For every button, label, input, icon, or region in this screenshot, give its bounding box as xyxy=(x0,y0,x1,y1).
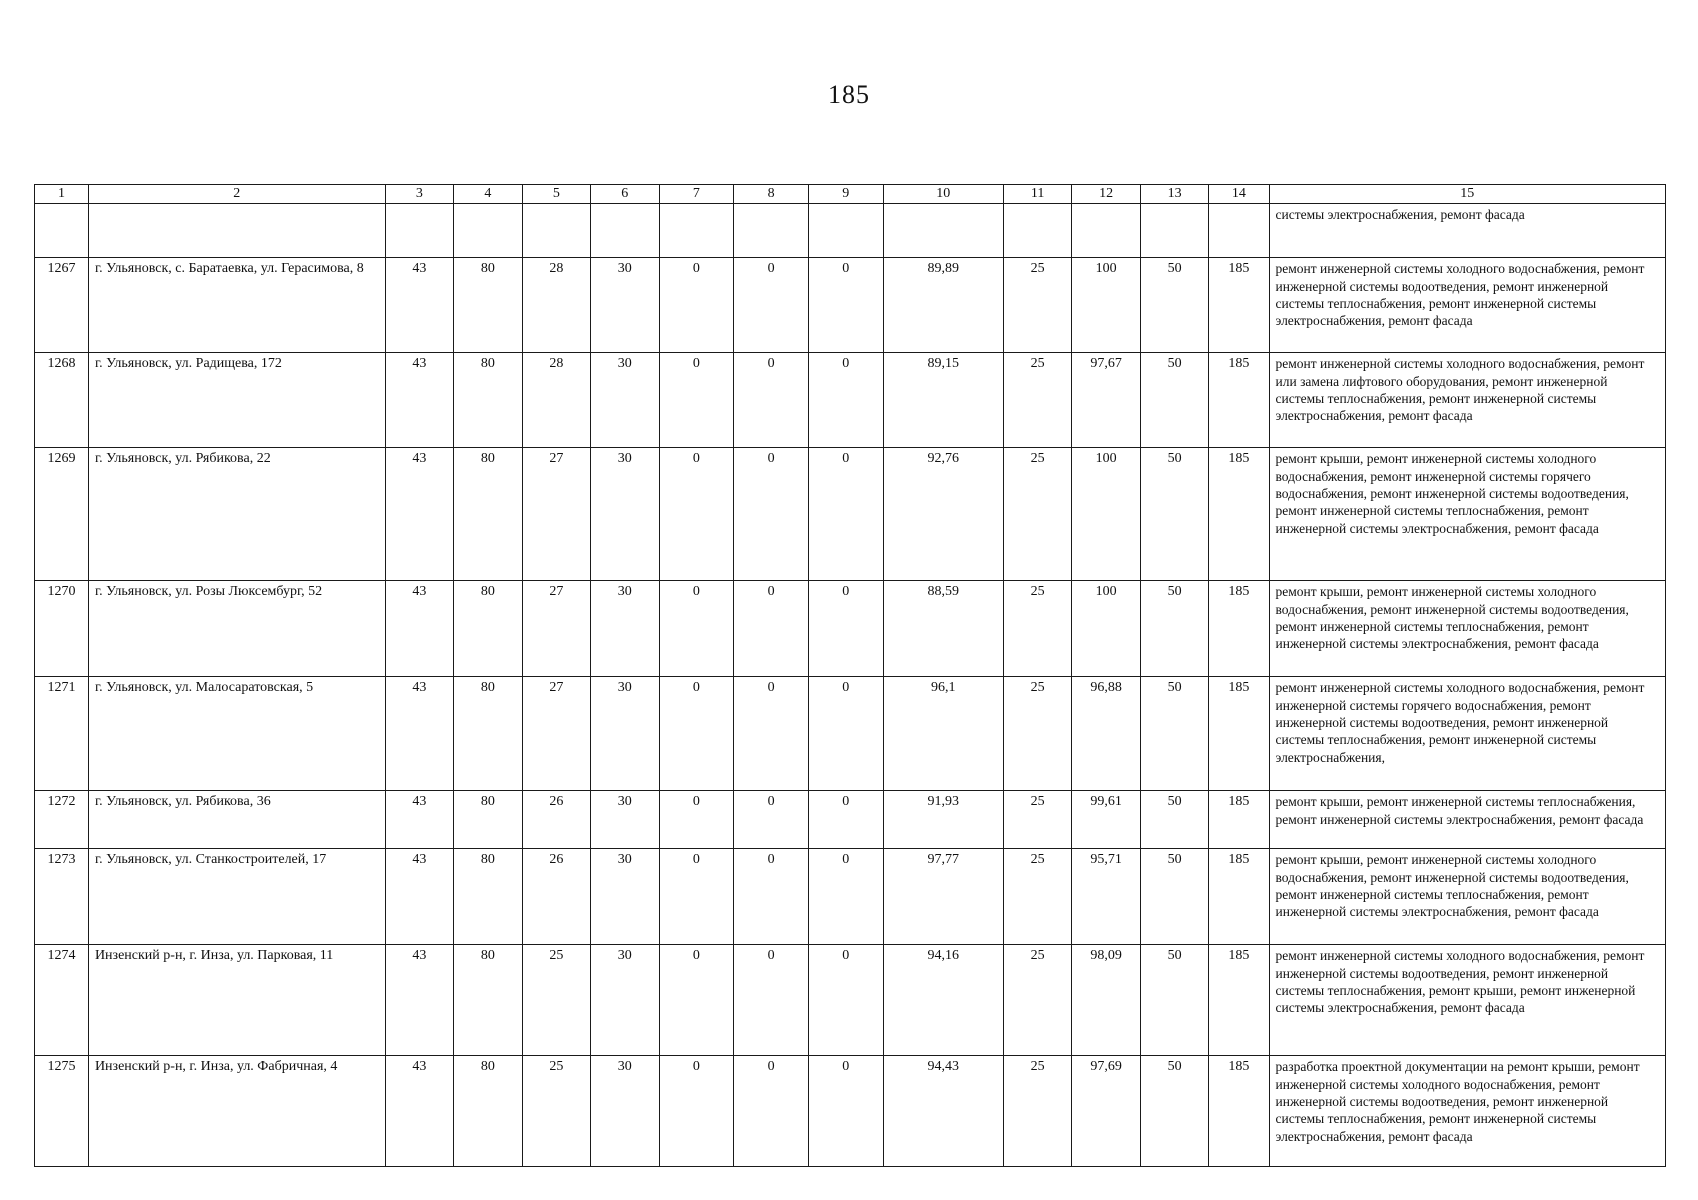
col-14-cell: 185 xyxy=(1209,258,1269,353)
page-number: 185 xyxy=(828,80,870,109)
col-7-cell: 0 xyxy=(659,258,734,353)
row-number-cell: 1268 xyxy=(35,353,89,448)
col-13-cell: 50 xyxy=(1140,945,1208,1056)
table-row xyxy=(35,258,1666,353)
col-3-cell: 43 xyxy=(385,849,453,945)
col-13-cell: 50 xyxy=(1140,581,1208,677)
table-row xyxy=(35,581,1666,677)
address-cell: г. Ульяновск, ул. Розы Люксембург, 52 xyxy=(88,581,385,677)
column-header: 5 xyxy=(522,185,590,204)
row-number-cell: 1271 xyxy=(35,677,89,791)
col-11-cell: 25 xyxy=(1003,945,1071,1056)
col-11-cell: 25 xyxy=(1003,791,1071,849)
continuation-row xyxy=(35,204,1666,258)
column-header: 13 xyxy=(1140,185,1208,204)
column-header: 2 xyxy=(88,185,385,204)
col-10-cell: 89,15 xyxy=(883,353,1003,448)
col-3-cell: 43 xyxy=(385,945,453,1056)
col-3-cell: 43 xyxy=(385,791,453,849)
row-number-cell: 1267 xyxy=(35,258,89,353)
col-6-cell: 30 xyxy=(591,1056,659,1167)
works-cell: разработка проектной документации на ремонт крыши, ремонт инженерной системы холодного водоснабжения, ремонт инженерной системы водоотведения, ремонт инженерной системы теплоснабжения, ремонт инженерной системы электроснабжения, ремонт фасада xyxy=(1269,1056,1665,1167)
table-row xyxy=(35,1056,1666,1167)
col-12-cell: 100 xyxy=(1072,581,1140,677)
col-11-cell: 25 xyxy=(1003,849,1071,945)
col-7-cell: 0 xyxy=(659,353,734,448)
col-8-cell: 0 xyxy=(734,945,809,1056)
col-4-cell: 80 xyxy=(454,1056,522,1167)
col-14-cell: 185 xyxy=(1209,1056,1269,1167)
col-9-cell: 0 xyxy=(808,791,883,849)
col-3-cell: 43 xyxy=(385,448,453,581)
col-8-cell: 0 xyxy=(734,1056,809,1167)
col-13-cell: 50 xyxy=(1140,448,1208,581)
col-5-cell: 28 xyxy=(522,258,590,353)
works-cell: ремонт крыши, ремонт инженерной системы холодного водоснабжения, ремонт инженерной системы горячего водоснабжения, ремонт инженерной системы водоотведения, ремонт инженерной системы теплоснабжения, ремонт инженерной системы электроснабжения, ремонт фасада xyxy=(1269,448,1665,581)
col-12-cell: 95,71 xyxy=(1072,849,1140,945)
col-8-cell: 0 xyxy=(734,849,809,945)
col-5-cell: 27 xyxy=(522,581,590,677)
col-7-cell: 0 xyxy=(659,448,734,581)
column-header: 7 xyxy=(659,185,734,204)
col-12-cell: 97,69 xyxy=(1072,1056,1140,1167)
table-row xyxy=(35,791,1666,849)
column-header: 15 xyxy=(1269,185,1665,204)
col-5-cell: 26 xyxy=(522,849,590,945)
col-7-cell: 0 xyxy=(659,677,734,791)
col-13-cell: 50 xyxy=(1140,677,1208,791)
col-14-cell: 185 xyxy=(1209,849,1269,945)
column-header: 8 xyxy=(734,185,809,204)
col-9-cell: 0 xyxy=(808,258,883,353)
col-9-cell: 0 xyxy=(808,1056,883,1167)
col-14-cell: 185 xyxy=(1209,791,1269,849)
row-number-cell: 1272 xyxy=(35,791,89,849)
table-row xyxy=(35,677,1666,791)
col-9-cell: 0 xyxy=(808,945,883,1056)
col-7-cell: 0 xyxy=(659,791,734,849)
col-10-cell: 89,89 xyxy=(883,258,1003,353)
col-4-cell: 80 xyxy=(454,581,522,677)
column-header: 9 xyxy=(808,185,883,204)
col-11-cell: 25 xyxy=(1003,1056,1071,1167)
column-header: 14 xyxy=(1209,185,1269,204)
col-10-cell: 92,76 xyxy=(883,448,1003,581)
col-8-cell: 0 xyxy=(734,581,809,677)
column-header: 1 xyxy=(35,185,89,204)
col-13-cell: 50 xyxy=(1140,849,1208,945)
col-7-cell: 0 xyxy=(659,581,734,677)
col-3-cell: 43 xyxy=(385,258,453,353)
col-5-cell: 27 xyxy=(522,448,590,581)
col-6-cell: 30 xyxy=(591,448,659,581)
row-number-cell: 1270 xyxy=(35,581,89,677)
col-11-cell: 25 xyxy=(1003,448,1071,581)
works-cell: системы электроснабжения, ремонт фасада xyxy=(1269,204,1665,258)
col-6-cell: 30 xyxy=(591,849,659,945)
row-number-cell: 1275 xyxy=(35,1056,89,1167)
works-cell: ремонт инженерной системы холодного водоснабжения, ремонт или замена лифтового оборудования, ремонт инженерной системы теплоснабжения, ремонт инженерной системы электроснабжения, ремонт фасада xyxy=(1269,353,1665,448)
col-5-cell: 25 xyxy=(522,1056,590,1167)
column-header: 11 xyxy=(1003,185,1071,204)
table-row xyxy=(35,849,1666,945)
table-row xyxy=(35,945,1666,1056)
col-3-cell: 43 xyxy=(385,1056,453,1167)
column-header: 4 xyxy=(454,185,522,204)
address-cell: г. Ульяновск, ул. Рябикова, 36 xyxy=(88,791,385,849)
col-12-cell: 97,67 xyxy=(1072,353,1140,448)
address-cell: г. Ульяновск, с. Баратаевка, ул. Герасимова, 8 xyxy=(88,258,385,353)
col-5-cell: 28 xyxy=(522,353,590,448)
col-5-cell: 26 xyxy=(522,791,590,849)
address-cell: Инзенский р-н, г. Инза, ул. Парковая, 11 xyxy=(88,945,385,1056)
works-cell: ремонт крыши, ремонт инженерной системы холодного водоснабжения, ремонт инженерной системы водоотведения, ремонт инженерной системы теплоснабжения, ремонт инженерной системы электроснабжения, ремонт фасада xyxy=(1269,581,1665,677)
col-5-cell: 25 xyxy=(522,945,590,1056)
col-14-cell: 185 xyxy=(1209,581,1269,677)
row-number-cell: 1274 xyxy=(35,945,89,1056)
row-number-cell: 1273 xyxy=(35,849,89,945)
col-13-cell: 50 xyxy=(1140,258,1208,353)
table-row xyxy=(35,353,1666,448)
address-cell: г. Ульяновск, ул. Радищева, 172 xyxy=(88,353,385,448)
col-8-cell: 0 xyxy=(734,677,809,791)
col-7-cell: 0 xyxy=(659,1056,734,1167)
col-12-cell: 96,88 xyxy=(1072,677,1140,791)
col-10-cell: 96,1 xyxy=(883,677,1003,791)
address-cell: г. Ульяновск, ул. Станкостроителей, 17 xyxy=(88,849,385,945)
col-3-cell: 43 xyxy=(385,353,453,448)
column-header: 6 xyxy=(591,185,659,204)
column-header: 3 xyxy=(385,185,453,204)
col-4-cell: 80 xyxy=(454,353,522,448)
col-9-cell: 0 xyxy=(808,849,883,945)
col-8-cell: 0 xyxy=(734,448,809,581)
col-6-cell: 30 xyxy=(591,677,659,791)
works-cell: ремонт крыши, ремонт инженерной системы холодного водоснабжения, ремонт инженерной системы водоотведения, ремонт инженерной системы теплоснабжения, ремонт инженерной системы электроснабжения, ремонт фасада xyxy=(1269,849,1665,945)
col-3-cell: 43 xyxy=(385,581,453,677)
address-cell: Инзенский р-н, г. Инза, ул. Фабричная, 4 xyxy=(88,1056,385,1167)
col-13-cell: 50 xyxy=(1140,791,1208,849)
column-header: 12 xyxy=(1072,185,1140,204)
row-number-cell: 1269 xyxy=(35,448,89,581)
col-11-cell: 25 xyxy=(1003,581,1071,677)
col-6-cell: 30 xyxy=(591,258,659,353)
col-13-cell: 50 xyxy=(1140,1056,1208,1167)
col-11-cell: 25 xyxy=(1003,353,1071,448)
col-13-cell: 50 xyxy=(1140,353,1208,448)
col-9-cell: 0 xyxy=(808,353,883,448)
address-cell: г. Ульяновск, ул. Малосаратовская, 5 xyxy=(88,677,385,791)
column-number-row xyxy=(35,185,1666,204)
address-cell: г. Ульяновск, ул. Рябикова, 22 xyxy=(88,448,385,581)
col-3-cell: 43 xyxy=(385,677,453,791)
col-14-cell: 185 xyxy=(1209,677,1269,791)
column-header: 10 xyxy=(883,185,1003,204)
col-11-cell: 25 xyxy=(1003,677,1071,791)
col-12-cell: 98,09 xyxy=(1072,945,1140,1056)
works-cell: ремонт инженерной системы холодного водоснабжения, ремонт инженерной системы горячего водоснабжения, ремонт инженерной системы водоотведения, ремонт инженерной системы теплоснабжения, ремонт инженерной системы электроснабжения, xyxy=(1269,677,1665,791)
col-4-cell: 80 xyxy=(454,448,522,581)
col-4-cell: 80 xyxy=(454,258,522,353)
col-7-cell: 0 xyxy=(659,849,734,945)
col-8-cell: 0 xyxy=(734,353,809,448)
col-10-cell: 88,59 xyxy=(883,581,1003,677)
col-12-cell: 100 xyxy=(1072,448,1140,581)
col-12-cell: 100 xyxy=(1072,258,1140,353)
col-4-cell: 80 xyxy=(454,677,522,791)
col-10-cell: 91,93 xyxy=(883,791,1003,849)
col-6-cell: 30 xyxy=(591,581,659,677)
col-10-cell: 94,43 xyxy=(883,1056,1003,1167)
col-12-cell: 99,61 xyxy=(1072,791,1140,849)
col-5-cell: 27 xyxy=(522,677,590,791)
col-7-cell: 0 xyxy=(659,945,734,1056)
col-10-cell: 94,16 xyxy=(883,945,1003,1056)
works-cell: ремонт инженерной системы холодного водоснабжения, ремонт инженерной системы водоотведения, ремонт инженерной системы теплоснабжения, ремонт инженерной системы электроснабжения, ремонт фасада xyxy=(1269,258,1665,353)
col-8-cell: 0 xyxy=(734,791,809,849)
housing-repair-table xyxy=(34,184,1666,1167)
col-14-cell: 185 xyxy=(1209,448,1269,581)
col-14-cell: 185 xyxy=(1209,945,1269,1056)
works-cell: ремонт крыши, ремонт инженерной системы теплоснабжения, ремонт инженерной системы электроснабжения, ремонт фасада xyxy=(1269,791,1665,849)
col-6-cell: 30 xyxy=(591,791,659,849)
col-9-cell: 0 xyxy=(808,448,883,581)
col-6-cell: 30 xyxy=(591,353,659,448)
col-14-cell: 185 xyxy=(1209,353,1269,448)
col-10-cell: 97,77 xyxy=(883,849,1003,945)
works-cell: ремонт инженерной системы холодного водоснабжения, ремонт инженерной системы водоотведения, ремонт инженерной системы теплоснабжения, ремонт крыши, ремонт инженерной системы электроснабжения, ремонт фасада xyxy=(1269,945,1665,1056)
col-6-cell: 30 xyxy=(591,945,659,1056)
col-11-cell: 25 xyxy=(1003,258,1071,353)
col-4-cell: 80 xyxy=(454,945,522,1056)
col-9-cell: 0 xyxy=(808,677,883,791)
col-4-cell: 80 xyxy=(454,849,522,945)
col-9-cell: 0 xyxy=(808,581,883,677)
col-8-cell: 0 xyxy=(734,258,809,353)
table-row xyxy=(35,448,1666,581)
col-4-cell: 80 xyxy=(454,791,522,849)
